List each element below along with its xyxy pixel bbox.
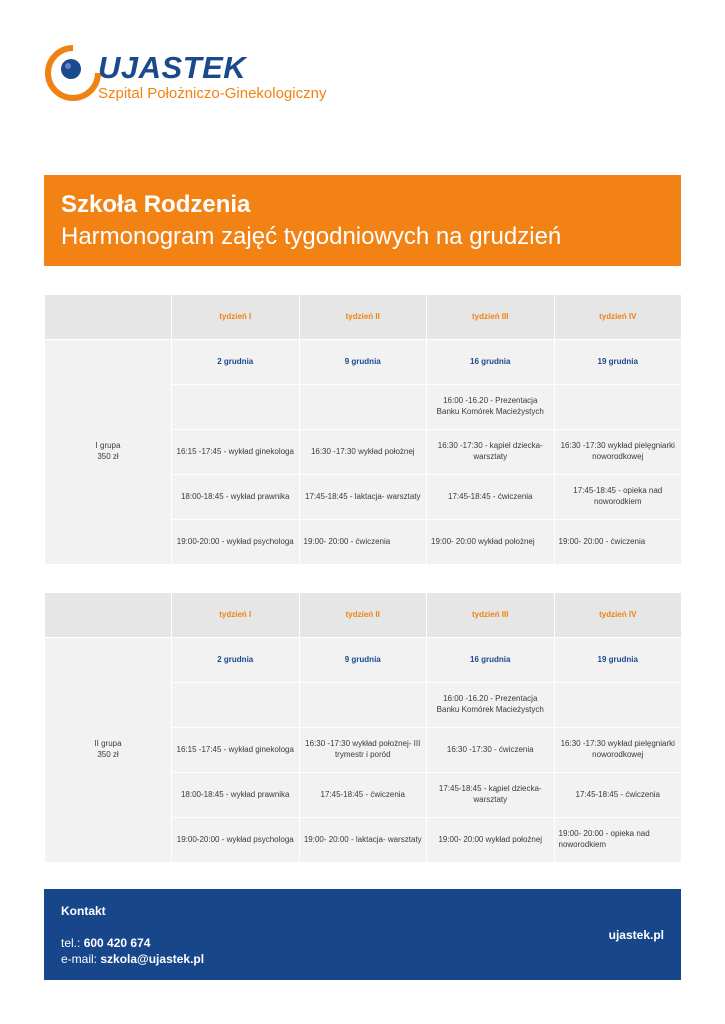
table-cell: 17:45-18:45 - ćwiczenia bbox=[554, 773, 682, 818]
group-cell bbox=[45, 638, 172, 863]
email-label: e-mail: bbox=[61, 952, 101, 966]
group-cell bbox=[45, 340, 172, 565]
table-cell: 16:00 -16.20 - Prezentacja Banku Komórek Macieżystych bbox=[427, 385, 555, 430]
table-cell: 16:15 -17:45 - wykład ginekologa bbox=[172, 728, 300, 773]
page-subtitle: Harmonogram zajęć tygodniowych na grudzień bbox=[61, 223, 562, 250]
table-cell bbox=[299, 683, 427, 728]
table-cell bbox=[172, 385, 300, 430]
week-header: tydzień I bbox=[172, 593, 300, 638]
week-header: tydzień III bbox=[427, 295, 555, 340]
date-cell: 2 grudnia bbox=[172, 340, 300, 385]
group-price: 350 zł bbox=[97, 750, 119, 759]
week-header: tydzień II bbox=[299, 295, 427, 340]
email-link[interactable]: szkola@ujastek.pl bbox=[100, 952, 205, 966]
logo-mark-icon bbox=[42, 42, 104, 104]
week-header: tydzień II bbox=[299, 593, 427, 638]
table-cell bbox=[554, 683, 682, 728]
table-cell: 18:00-18:45 - wykład prawnika bbox=[172, 475, 300, 520]
table-header-row bbox=[45, 295, 682, 340]
table-header-row bbox=[45, 593, 682, 638]
week-header: tydzień III bbox=[427, 593, 555, 638]
group-price: 350 zł bbox=[97, 452, 119, 461]
date-cell: 9 grudnia bbox=[299, 340, 427, 385]
table-cell: 19:00- 20:00 - opieka nad noworodkiem bbox=[554, 818, 682, 863]
table-cell: 16:30 -17:30 - ćwiczenia bbox=[427, 728, 555, 773]
schedule-table-group-1 bbox=[44, 294, 682, 565]
table-cell: 16:30 -17:30 wykład pielęgniarki noworodkowej bbox=[554, 430, 682, 475]
date-cell: 16 grudnia bbox=[427, 340, 555, 385]
schedule-table-group-2 bbox=[44, 592, 682, 863]
week-header: tydzień I bbox=[172, 295, 300, 340]
table-cell: 17:45-18:45 - laktacja- warsztaty bbox=[299, 475, 427, 520]
header-band bbox=[44, 175, 681, 266]
table-cell: 16:30 -17:30 - kąpiel dziecka- warsztaty bbox=[427, 430, 555, 475]
contact-email bbox=[61, 952, 204, 966]
table-cell: 16:30 -17:30 wykład położnej bbox=[299, 430, 427, 475]
table-cell: 16:15 -17:45 - wykład ginekologa bbox=[172, 430, 300, 475]
table-cell: 19:00- 20:00 - ćwiczenia bbox=[299, 520, 427, 565]
table-cell: 19:00-20:00 - wykład psychologa bbox=[172, 520, 300, 565]
table-row bbox=[45, 340, 682, 385]
table-cell: 19:00- 20:00 wykład położnej bbox=[427, 818, 555, 863]
date-cell: 19 grudnia bbox=[554, 340, 682, 385]
table-cell bbox=[172, 683, 300, 728]
table-cell: 18:00-18:45 - wykład prawnika bbox=[172, 773, 300, 818]
table-cell: 17:45-18:45 - ćwiczenia bbox=[299, 773, 427, 818]
contact-footer bbox=[44, 889, 681, 980]
date-cell: 2 grudnia bbox=[172, 638, 300, 683]
logo-subtitle: Szpital Położniczo-Ginekologiczny bbox=[98, 85, 327, 102]
date-cell: 16 grudnia bbox=[427, 638, 555, 683]
contact-phone bbox=[61, 936, 150, 950]
table-cell: 17:45-18:45 - opieka nad noworodkiem bbox=[554, 475, 682, 520]
table-cell: 19:00- 20:00 - ćwiczenia bbox=[554, 520, 682, 565]
logo bbox=[42, 42, 352, 104]
table-cell: 17:45-18:45 - ćwiczenia bbox=[427, 475, 555, 520]
website-link[interactable]: ujastek.pl bbox=[608, 928, 664, 942]
phone-label: tel.: bbox=[61, 936, 84, 950]
week-header: tydzień IV bbox=[554, 593, 682, 638]
table-cell: 16:30 -17:30 wykład pielęgniarki noworodkowej bbox=[554, 728, 682, 773]
table-cell: 19:00-20:00 - wykład psychologa bbox=[172, 818, 300, 863]
date-cell: 9 grudnia bbox=[299, 638, 427, 683]
table-cell bbox=[554, 385, 682, 430]
table-cell: 19:00- 20:00 - laktacja- warsztaty bbox=[299, 818, 427, 863]
page-title: Szkoła Rodzenia bbox=[61, 191, 251, 218]
table-cell: 16:00 -16.20 - Prezentacja Banku Komórek Macieżystych bbox=[427, 683, 555, 728]
group-name: I grupa bbox=[95, 441, 121, 451]
phone-number[interactable]: 600 420 674 bbox=[83, 936, 151, 950]
group-name: II grupa bbox=[94, 739, 122, 749]
table-cell bbox=[299, 385, 427, 430]
table-cell: 19:00- 20:00 wykład położnej bbox=[427, 520, 555, 565]
date-cell: 19 grudnia bbox=[554, 638, 682, 683]
week-header: tydzień IV bbox=[554, 295, 682, 340]
contact-heading: Kontakt bbox=[61, 904, 106, 918]
header-empty-cell bbox=[45, 295, 172, 340]
logo-name: UJASTEK bbox=[98, 50, 247, 85]
header-empty-cell bbox=[45, 593, 172, 638]
table-cell: 17:45-18:45 - kąpiel dziecka- warsztaty bbox=[427, 773, 555, 818]
table-cell: 16:30 -17:30 wykład położnej- III trymestr i poród bbox=[299, 728, 427, 773]
table-row bbox=[45, 638, 682, 683]
